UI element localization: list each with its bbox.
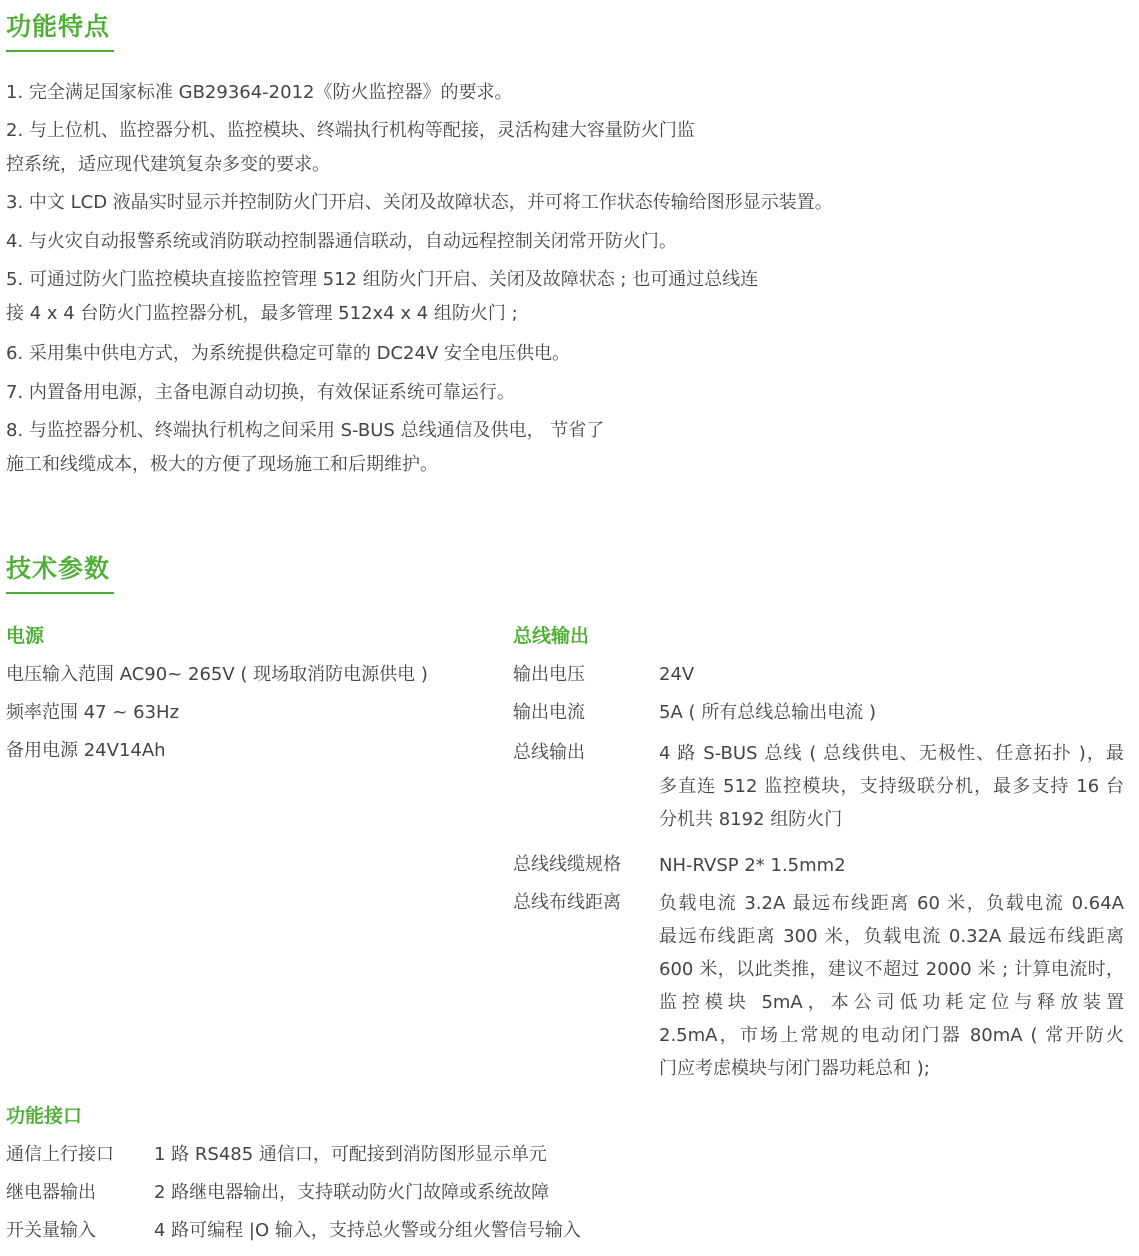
param-value-line: 监控模块 5mA，本公司低功耗定位与释放装置: [659, 992, 1124, 1013]
bus-output-voltage-value: [659, 658, 694, 691]
feature-item-line: 控系统，适应现代建筑复杂多变的要求。: [6, 154, 330, 175]
feature-item-line: 1. 完全满足国家标准 GB29364-2012《防火监控器》的要求。: [6, 82, 513, 103]
feature-item-7: [6, 376, 515, 410]
power-frequency-range: 频率范围 47 ~ 63Hz: [6, 702, 180, 723]
feature-item-line: 4. 与火灾自动报警系统或消防联动控制器通信联动，自动远程控制关闭常开防火门。: [6, 231, 677, 252]
feature-item-line: 3. 中文 LCD 液晶实时显示并控制防火门开启、关闭及故障状态，并可将工作状态传输给图形显示装置。: [6, 192, 833, 213]
param-value-line: 负载电流 3.2A 最远布线距离 60 米，负载电流 0.64A: [659, 893, 1124, 914]
interface-switch-value: 4 路可编程 |O 输入，支持总火警或分组火警信号输入: [154, 1220, 581, 1241]
feature-item-line: 8. 与监控器分机、终端执行机构之间采用 S-BUS 总线通信及供电， 节省了: [6, 420, 605, 441]
feature-item-line: 6. 采用集中供电方式，为系统提供稳定可靠的 DC24V 安全电压供电。: [6, 343, 570, 364]
bus-cable-spec-label: 总线线缆规格: [513, 854, 621, 875]
bus-output-current-label: 输出电流: [513, 702, 585, 723]
feature-item-5: [6, 263, 758, 331]
interface-relay-label: 继电器输出: [6, 1182, 96, 1203]
feature-item-4: [6, 225, 677, 259]
feature-item-line: 接 4 x 4 台防火门监控器分机，最多管理 512x4 x 4 组防火门 ;: [6, 303, 518, 324]
power-backup: 备用电源 24V14Ah: [6, 740, 166, 761]
bus-output-label: 总线输出: [513, 742, 585, 763]
param-value-line: 最远布线距离 300 米，负载电流 0.32A 最远布线距离: [659, 926, 1124, 947]
bus-cable-spec-value: [659, 849, 846, 882]
param-value-line: 4 路 S-BUS 总线 ( 总线供电、无极性、任意拓扑 )，最: [659, 743, 1124, 764]
feature-item-3: [6, 186, 833, 220]
param-value-line: 2.5mA，市场上常规的电动闭门器 80mA ( 常开防火: [659, 1025, 1124, 1046]
feature-item-line: 2. 与上位机、监控器分机、监控模块、终端执行机构等配接，灵活构建大容量防火门监: [6, 120, 695, 141]
feature-item-1: [6, 76, 512, 110]
param-value-line: 5A ( 所有总线总输出电流 ): [659, 702, 876, 723]
power-subtitle: 电源: [6, 625, 45, 647]
param-value-line: 分机共 8192 组防火门: [659, 809, 843, 830]
interface-switch-label: 开关量输入: [6, 1220, 96, 1241]
interface-relay-value: 2 路继电器输出，支持联动防火门故障或系统故障: [154, 1182, 550, 1203]
param-value-line: 24V: [659, 664, 695, 685]
bus-output-value: [659, 737, 1124, 836]
feature-item-8: [6, 414, 604, 482]
feature-item-6: [6, 337, 570, 371]
feature-item-line: 7. 内置备用电源，主备电源自动切换，有效保证系统可靠运行。: [6, 382, 515, 403]
bus-output-current-value: [659, 696, 876, 729]
feature-item-2: [6, 114, 695, 182]
bus-wiring-distance-value: [659, 887, 1124, 1085]
bus-wiring-distance-label: 总线布线距离: [513, 892, 621, 913]
param-value-line: 门应考虑模块与闭门器功耗总和 );: [659, 1058, 930, 1079]
param-value-line: 600 米，以此类推，建议不超过 2000 米 ; 计算电流时，: [659, 959, 1124, 980]
feature-item-line: 5. 可通过防火门监控模块直接监控管理 512 组防火门开启、关闭及故障状态 ; 也可通过总线连: [6, 269, 759, 290]
interface-subtitle: 功能接口: [6, 1105, 83, 1127]
power-voltage-range: 电压输入范围 AC90~ 265V ( 现场取消防电源供电 ): [6, 664, 428, 685]
feature-item-line: 施工和线缆成本，极大的方便了现场施工和后期维护。: [6, 454, 438, 475]
interface-comm-label: 通信上行接口: [6, 1144, 114, 1165]
bus-output-voltage-label: 输出电压: [513, 664, 585, 685]
bus-output-subtitle: 总线输出: [513, 625, 590, 647]
features-title: 功能特点: [6, 10, 114, 52]
interface-comm-value: 1 路 RS485 通信口，可配接到消防图形显示单元: [154, 1144, 547, 1165]
params-title: 技术参数: [6, 552, 114, 594]
param-value-line: 多直连 512 监控模块，支持级联分机，最多支持 16 台: [659, 776, 1124, 797]
param-value-line: NH-RVSP 2* 1.5mm2: [659, 855, 846, 876]
